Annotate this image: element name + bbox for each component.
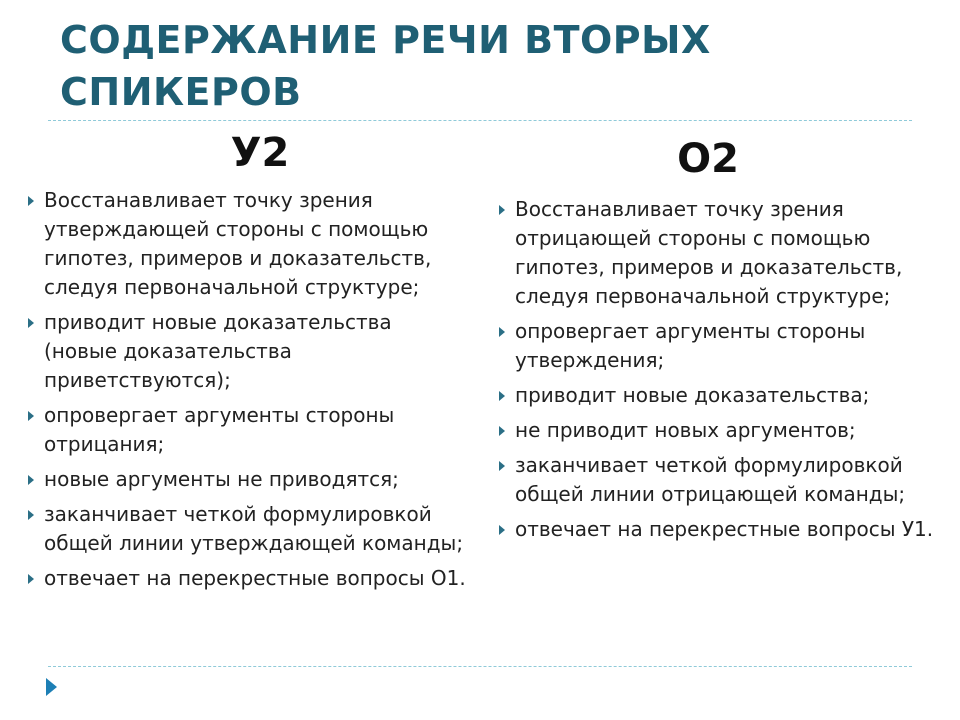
bullet-triangle-icon [28, 475, 34, 485]
column-heading-u2: У2 [230, 130, 290, 176]
bullet-triangle-icon [28, 510, 34, 520]
list-item [26, 186, 471, 302]
bullet-triangle-icon [499, 205, 505, 215]
list-item-text: заканчивает четкой формулировкой общей линии утверждающей команды; [44, 502, 464, 555]
footer-divider [48, 666, 912, 667]
bullet-triangle-icon [499, 525, 505, 535]
list-item [497, 451, 937, 509]
list-item-text: опровергает аргументы стороны отрицания; [44, 403, 395, 456]
bullet-triangle-icon [28, 318, 34, 328]
bullet-list-u2 [26, 186, 471, 599]
slide-title: СОДЕРЖАНИЕ РЕЧИ ВТОРЫХ СПИКЕРОВ [60, 18, 711, 114]
title-divider [48, 120, 912, 121]
next-slide-arrow-icon[interactable] [46, 678, 57, 696]
list-item [26, 564, 471, 593]
list-item [26, 500, 471, 558]
list-item-text: новые аргументы не приводятся; [44, 467, 399, 491]
bullet-triangle-icon [499, 327, 505, 337]
bullet-triangle-icon [499, 391, 505, 401]
list-item [497, 381, 937, 410]
bullet-triangle-icon [28, 574, 34, 584]
list-item-text: приводит новые доказательства (новые доказательства приветствуются); [44, 310, 392, 392]
list-item-text: приводит новые доказательства; [515, 383, 870, 407]
list-item [497, 416, 937, 445]
column-heading-o2: О2 [677, 136, 739, 182]
list-item [497, 515, 937, 544]
list-item [497, 317, 937, 375]
bullet-list-o2 [497, 195, 937, 550]
list-item-text: отвечает на перекрестные вопросы О1. [44, 566, 466, 590]
list-item-text: опровергает аргументы стороны утверждения; [515, 319, 866, 372]
bullet-triangle-icon [499, 461, 505, 471]
list-item [497, 195, 937, 311]
bullet-triangle-icon [28, 411, 34, 421]
list-item [26, 308, 471, 395]
list-item-text: отвечает на перекрестные вопросы У1. [515, 517, 934, 541]
list-item-text: Восстанавливает точку зрения отрицающей стороны с помощью гипотез, примеров и доказательств, следуя первоначальной структуре; [515, 197, 903, 308]
list-item-text: не приводит новых аргументов; [515, 418, 856, 442]
list-item-text: заканчивает четкой формулировкой общей линии отрицающей команды; [515, 453, 906, 506]
bullet-triangle-icon [28, 196, 34, 206]
bullet-triangle-icon [499, 426, 505, 436]
list-item [26, 401, 471, 459]
list-item [26, 465, 471, 494]
list-item-text: Восстанавливает точку зрения утверждающей стороны с помощью гипотез, примеров и доказательств, следуя первоначальной структуре; [44, 188, 432, 299]
